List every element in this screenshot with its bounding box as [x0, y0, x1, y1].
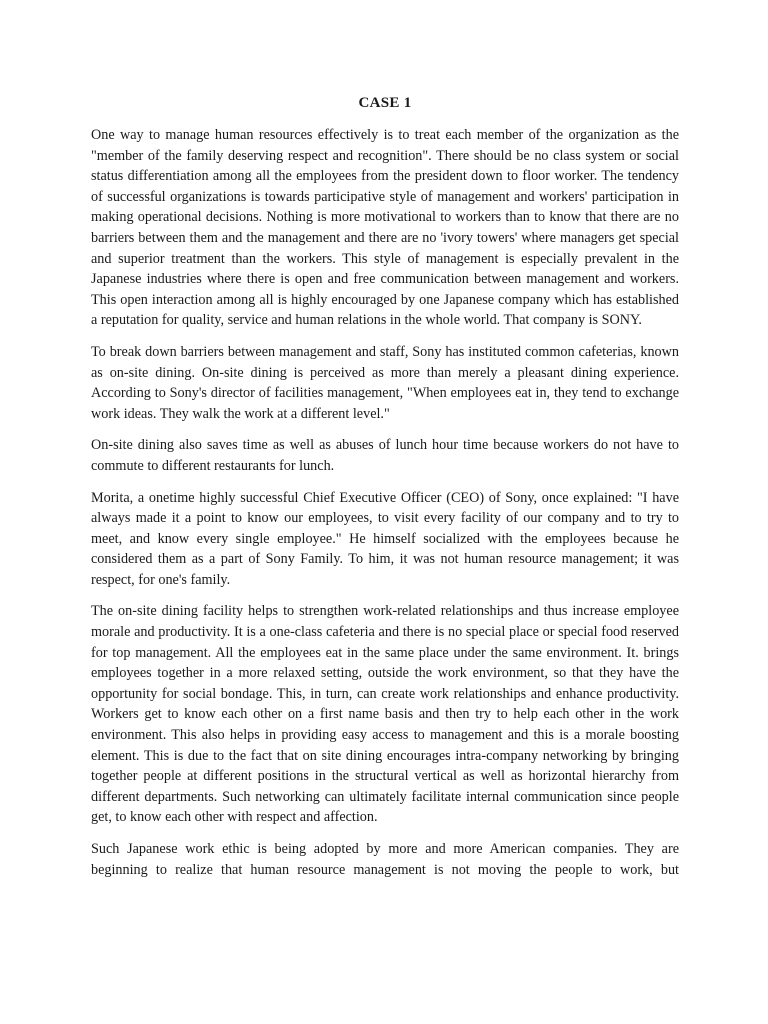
paragraph-relationships: The on-site dining facility helps to strengthen work-related relationships and thus increase employee morale and productivity. It is a one-class cafeteria and there is no special place or special food reserved for top management. All the employees eat in the same place under the same environment. It. brings employees together in a more relaxed setting, outside the work environment, so that they have the opportunity for social bondage. This, in turn, can create work relationships and enhance productivity. Workers get to know each other on a first name basis and then try to help each other in the work environment. This also helps in providing easy access to management and this is a morale boosting element. This is due to the fact that on site dining encourages intra-company networking by bringing together people at different positions in the structural vertical as well as horizontal hierarchy from different departments. Such networking can ultimately facilitate internal communication since people get, to know each other with respect and affection.: [91, 603, 679, 826]
paragraph-family-respect: One way to manage human resources effectively is to treat each member of the organization as the "member of the family deserving respect and recognition". There should be no class system or social status differentiation among all the employees from the president down to floor worker. The tendency of successful organizations is towards participative style of management and workers' participation in making operational decisions. Nothing is more motivational to workers than to know that there are no barriers between them and the management and there are no 'ivory towers' where managers get special and superior treatment than the workers. This style of management is especially prevalent in the Japanese industries where there is open and free communication between management and workers. This open interaction among all is highly encouraged by one Japanese company which has established a reputation for quality, service and human relations in the whole world. That company is SONY.: [91, 127, 679, 329]
document-page: [91, 93, 679, 891]
case-title: CASE 1: [358, 95, 412, 111]
paragraph-on-site-dining: To break down barriers between management and staff, Sony has instituted common cafeterias, known as on-site dining. On-site dining is perceived as more than merely a pleasant dining experience. According to Sony's director of facilities management, "When employees eat in, they tend to exchange work ideas. They walk the work at a different level.": [91, 343, 679, 422]
paragraph-saves-time: On-site dining also saves time as well as abuses of lunch hour time because workers do not have to commute to different restaurants for lunch.: [91, 437, 679, 474]
paragraph-american-companies: Such Japanese work ethic is being adopted by more and more American companies. They are beginning to realize that human resource management is not moving the people to work, but: [91, 841, 679, 878]
paragraph-morita: Morita, a onetime highly successful Chief Executive Officer (CEO) of Sony, once explained: "I have always made it a point to know our employees, to visit every facility of our company and to try to meet, and know every single employee." He himself socialized with the employees because he considered them as a part of Sony Family. To him, it was not human resource management; it was respect, for one's family.: [91, 489, 679, 588]
